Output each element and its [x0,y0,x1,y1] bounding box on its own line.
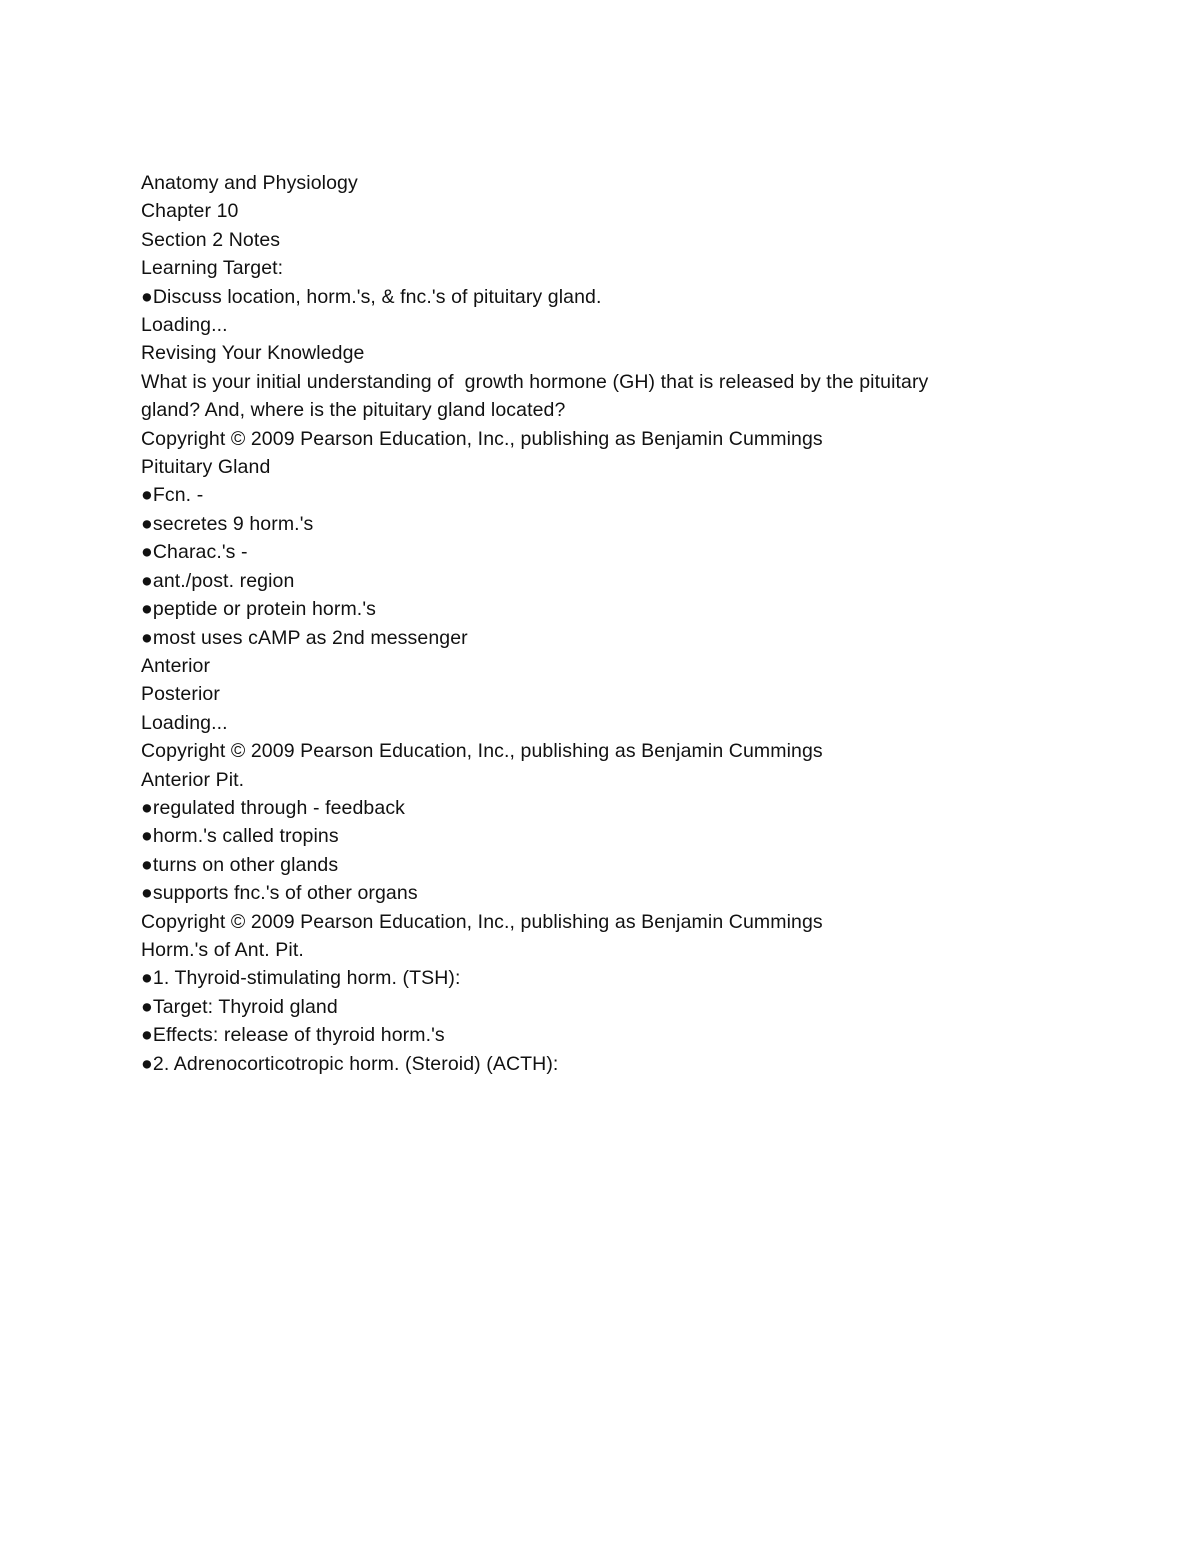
bullet-item: ●Fcn. - [141,484,204,507]
copyright-notice: Copyright © 2009 Pearson Education, Inc., publishing as Benjamin Cummings [141,740,823,763]
bullet-item: ●peptide or protein horm.'s [141,598,376,621]
copyright-notice: Copyright © 2009 Pearson Education, Inc., publishing as Benjamin Cummings [141,910,823,933]
bullet-item: ●1. Thyroid-stimulating horm. (TSH): [141,967,461,990]
learning-target-label: Learning Target: [141,257,284,280]
bullet-item: ●Charac.'s - [141,541,248,564]
anterior-pit-heading: Anterior Pit. [141,768,245,791]
section-label: Section 2 Notes [141,228,281,251]
document-title: Anatomy and Physiology [141,172,358,194]
bullet-item: ●supports fnc.'s of other organs [141,882,418,905]
bullet-item: ●most uses cAMP as 2nd messenger [141,626,468,649]
loading-text: Loading... [141,711,228,734]
bullet-item: ●2. Adrenocorticotropic horm. (Steroid) (ACTH): [141,1052,559,1075]
pituitary-heading: Pituitary Gland [141,456,271,479]
bullet-item: ●Target: Thyroid gland [141,995,338,1018]
bullet-item: ●Effects: release of thyroid horm.'s [141,1024,445,1047]
horm-heading: Horm.'s of Ant. Pit. [141,938,304,961]
revising-heading: Revising Your Knowledge [141,342,365,365]
copyright-notice: Copyright © 2009 Pearson Education, Inc., publishing as Benjamin Cummings [141,427,823,450]
revising-question-line: What is your initial understanding of growth hormone (GH) that is released by the pituitary [141,370,929,393]
bullet-item: ●ant./post. region [141,569,295,592]
document-body [141,169,1041,1078]
learning-target-item: ●Discuss location, horm.'s, & fnc.'s of pituitary gland. [141,285,602,308]
loading-text: Loading... [141,314,228,337]
revising-question-line: gland? And, where is the pituitary gland located? [141,399,566,422]
anterior-label: Anterior [141,654,211,677]
posterior-label: Posterior [141,683,220,706]
bullet-item: ●horm.'s called tropins [141,825,339,848]
bullet-item: ●secretes 9 horm.'s [141,512,314,535]
bullet-item: ●regulated through - feedback [141,796,406,819]
bullet-item: ●turns on other glands [141,853,339,876]
chapter-label: Chapter 10 [141,200,239,223]
